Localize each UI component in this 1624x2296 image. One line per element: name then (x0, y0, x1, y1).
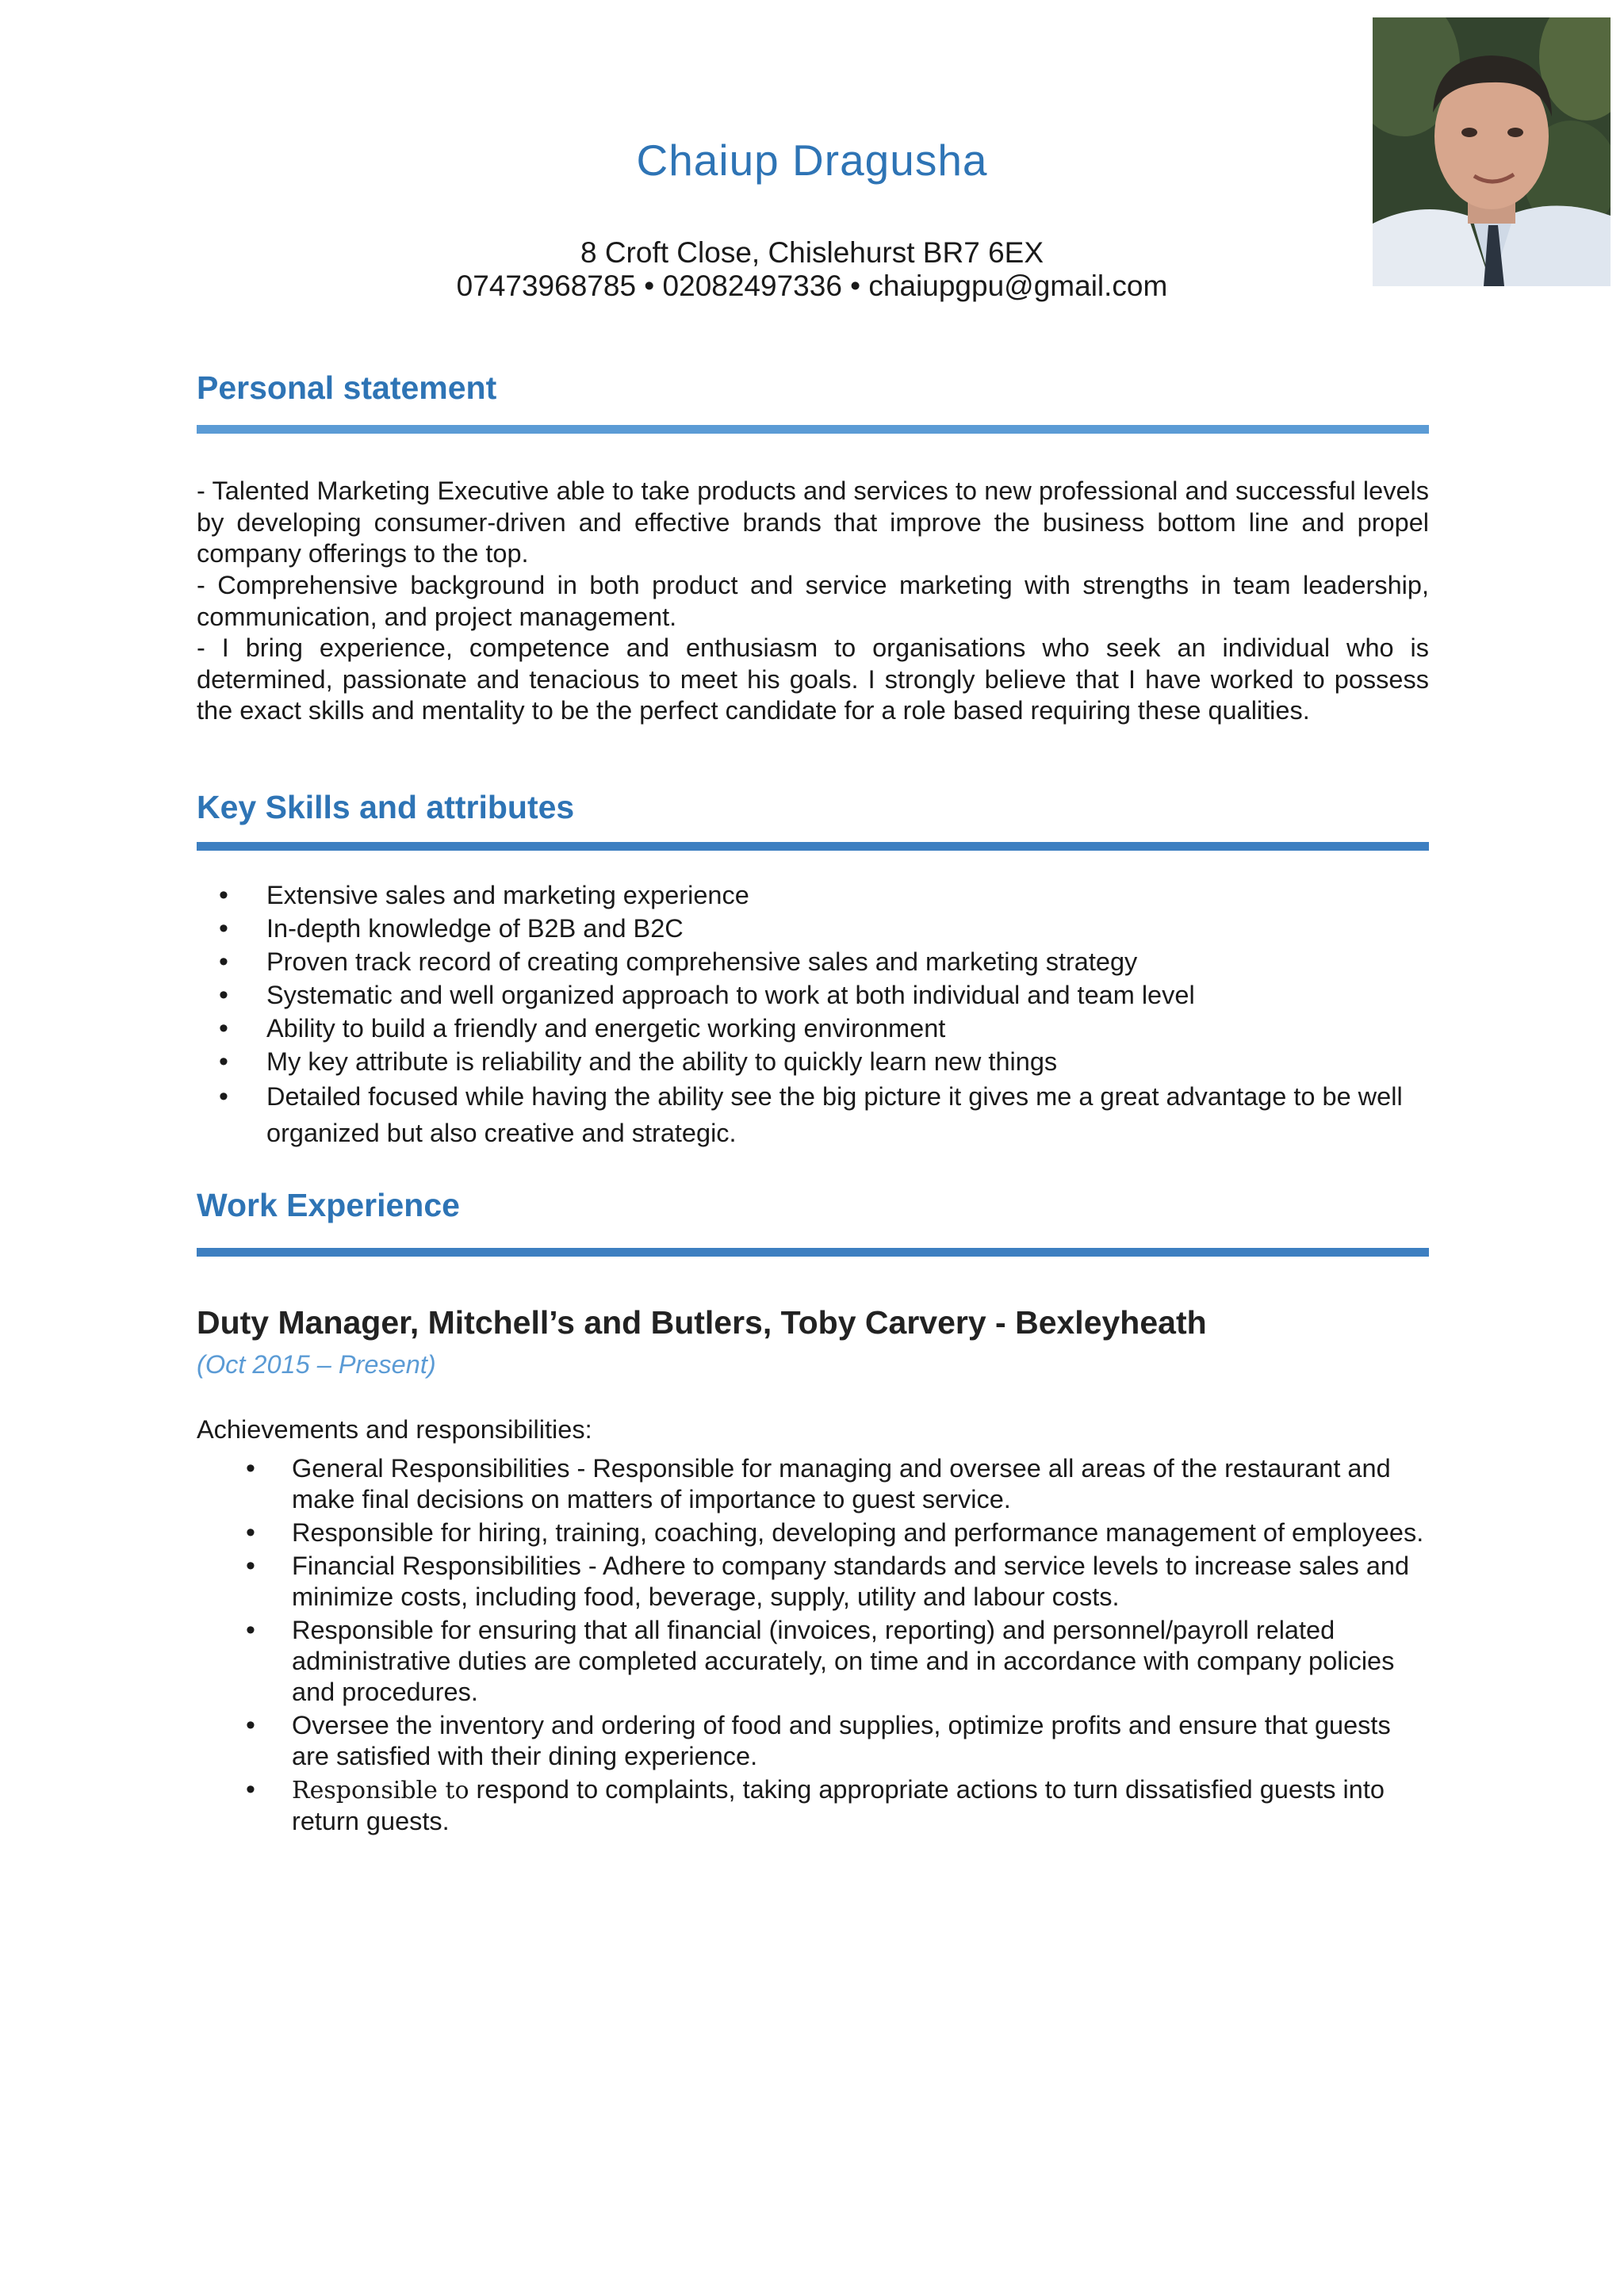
list-item: • My key attribute is reliability and the ability to quickly learn new things (197, 1045, 1429, 1078)
statement-paragraph-3: - I bring experience, competence and enthusiasm to organisations who seek an individual who is determined, passionate and tenacious to meet his goals. I strongly believe that I have worked to possess the exact skills and mentality to be the perfect candidate for a role based requiring these qualities. (197, 633, 1429, 725)
section-rule (197, 842, 1429, 851)
list-item: • General Responsibilities - Responsible for managing and oversee all areas of the restaurant and make final decisions on matters of importance to guest service. (197, 1453, 1429, 1515)
list-item: • Systematic and well organized approach to work at both individual and team level (197, 978, 1429, 1012)
contact-line: 07473968785 • 02082497336 • chaiupgpu@gmail.com (456, 270, 1168, 302)
statement-paragraph-1: - Talented Marketing Executive able to take products and services to new professional and successful levels by developing consumer-driven and effective brands that improve the business bottom line and propel company offerings to the top. (197, 476, 1429, 568)
section-title-key-skills: Key Skills and attributes (197, 789, 575, 825)
list-item: • Ability to build a friendly and energetic working environment (197, 1012, 1429, 1045)
job-dates: (Oct 2015 – Present) (197, 1350, 436, 1379)
section-title-personal-statement: Personal statement (197, 369, 497, 406)
section-rule (197, 425, 1429, 434)
list-item: • Financial Responsibilities - Adhere to company standards and service levels to increase sales and minimize costs, including food, beverage, supply, utility and labour costs. (197, 1551, 1429, 1613)
list-item: • Oversee the inventory and ordering of food and supplies, optimize profits and ensure that guests are satisfied with their dining experience. (197, 1710, 1429, 1772)
responsibilities-list (197, 1453, 1429, 1839)
list-item: • Responsible for hiring, training, coaching, developing and performance management of employees. (197, 1517, 1429, 1548)
address: 8 Croft Close, Chislehurst BR7 6EX (580, 236, 1044, 269)
section-rule (197, 1248, 1429, 1257)
list-item: • Detailed focused while having the ability see the big picture it gives me a great advantage to be well organized but also creative and strategic. (197, 1078, 1429, 1151)
list-item: • Proven track record of creating comprehensive sales and marketing strategy (197, 945, 1429, 978)
candidate-name: Chaiup Dragusha (636, 136, 988, 185)
list-item: • Responsible for ensuring that all financial (invoices, reporting) and personnel/payroll related administrative duties are completed accurately, on time and in accordance with company policies and procedures. (197, 1615, 1429, 1708)
list-item-text: respond to complaints, taking appropriate actions to turn dissatisfied guests into return guests. (292, 1775, 1385, 1835)
list-item: • In-depth knowledge of B2B and B2C (197, 912, 1429, 945)
list-item-prefix: Responsible to (292, 1777, 469, 1804)
list-item: • Extensive sales and marketing experience (197, 878, 1429, 912)
statement-paragraph-2: - Comprehensive background in both product and service marketing with strengths in team leadership, communication, and project management. (197, 571, 1429, 631)
job-title: Duty Manager, Mitchell’s and Butlers, Toby Carvery - Bexleyheath (197, 1304, 1207, 1341)
skills-list (197, 878, 1429, 1151)
section-title-work-experience: Work Experience (197, 1187, 460, 1223)
list-item (197, 1774, 1429, 1837)
achievements-label: Achievements and responsibilities: (197, 1415, 592, 1444)
